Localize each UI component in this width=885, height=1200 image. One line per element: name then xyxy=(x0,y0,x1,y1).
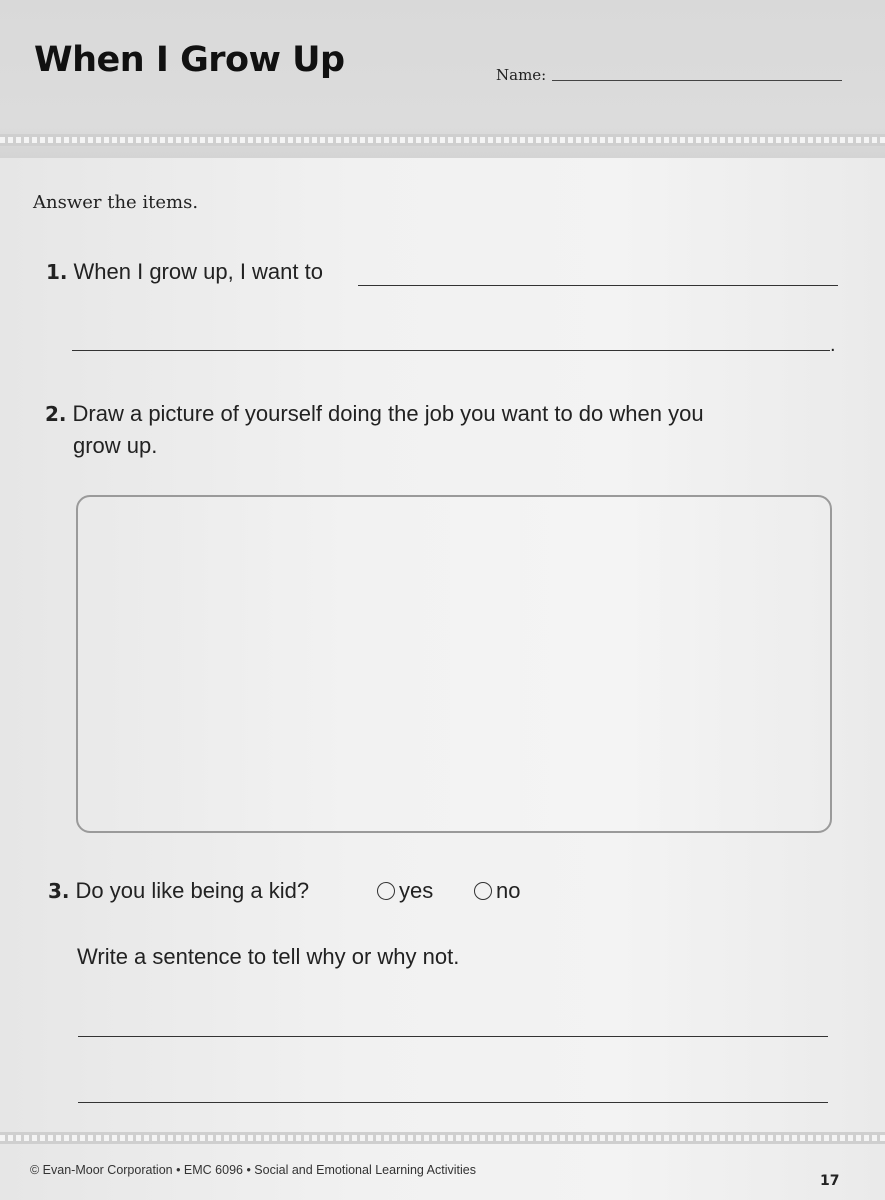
option-label: no xyxy=(496,878,521,903)
question-number: 3. xyxy=(48,879,70,903)
page-title: When I Grow Up xyxy=(34,40,345,80)
option-yes[interactable] xyxy=(377,878,433,904)
drawing-box[interactable] xyxy=(76,495,832,833)
film-strip-divider-top xyxy=(0,134,885,146)
film-strip-divider-bottom xyxy=(0,1132,885,1144)
question-text-line1: Draw a picture of yourself doing the job you want to do when you xyxy=(72,401,704,426)
answer-line-3b[interactable] xyxy=(78,1102,828,1103)
answer-period: . xyxy=(830,334,836,356)
option-label: yes xyxy=(399,878,434,903)
name-field-line[interactable] xyxy=(552,80,842,81)
question-number: 1. xyxy=(46,260,68,284)
instructions: Answer the items. xyxy=(33,192,199,213)
page-number: 17 xyxy=(820,1173,840,1189)
footer-credit: © Evan-Moor Corporation • EMC 6096 • Social and Emotional Learning Activities xyxy=(30,1163,476,1177)
option-no[interactable] xyxy=(474,878,520,904)
question-text: When I grow up, I want to xyxy=(73,259,323,284)
answer-line-3a[interactable] xyxy=(78,1036,828,1037)
question-number: 2. xyxy=(45,402,67,426)
question-2 xyxy=(45,398,805,462)
name-label: Name: xyxy=(496,66,547,84)
answer-line-1b[interactable] xyxy=(72,350,830,351)
question-3-followup: Write a sentence to tell why or why not. xyxy=(77,944,460,969)
question-text: Do you like being a kid? xyxy=(75,878,310,903)
radio-circle-icon[interactable] xyxy=(474,882,492,900)
question-3 xyxy=(48,878,309,904)
question-text-line2: grow up. xyxy=(73,433,158,458)
answer-line-1a[interactable] xyxy=(358,285,838,286)
radio-circle-icon[interactable] xyxy=(377,882,395,900)
question-1 xyxy=(46,259,323,285)
